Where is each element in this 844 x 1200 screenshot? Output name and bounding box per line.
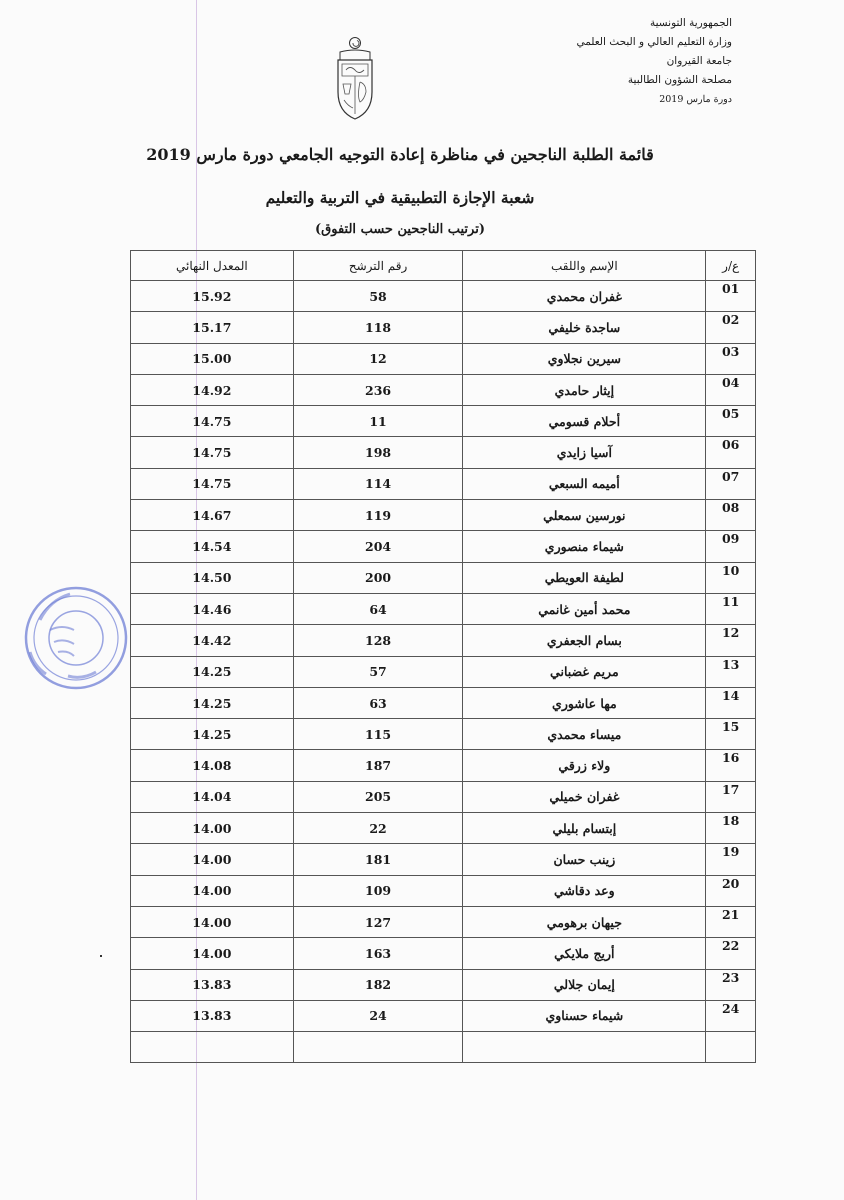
- candidate-number-cell: 127: [293, 906, 463, 937]
- name-cell: غفران خميلي: [463, 781, 706, 812]
- name-cell: ساجدة خليفي: [463, 312, 706, 343]
- candidate-number-cell: 57: [293, 656, 463, 687]
- table-row: [131, 500, 756, 531]
- name-cell: ولاء زرقي: [463, 750, 706, 781]
- rank-cell: 03: [706, 343, 756, 374]
- final-average-cell: 14.00: [131, 906, 294, 937]
- rank-cell: 06: [706, 437, 756, 468]
- final-average-cell: 14.75: [131, 406, 294, 437]
- name-cell: بسام الجعفري: [463, 625, 706, 656]
- rank-cell: 24: [706, 1000, 756, 1031]
- official-stamp-icon: [10, 580, 130, 700]
- rank-cell: 09: [706, 531, 756, 562]
- name-cell: مريم غضباني: [463, 656, 706, 687]
- table-row: [131, 969, 756, 1000]
- table-row: [131, 906, 756, 937]
- table-row: [131, 656, 756, 687]
- rank-cell: 08: [706, 500, 756, 531]
- rank-cell: 01: [706, 281, 756, 312]
- rank-cell: 19: [706, 844, 756, 875]
- candidate-number-cell: 114: [293, 468, 463, 499]
- table-row: [131, 781, 756, 812]
- final-average-cell: 15.17: [131, 312, 294, 343]
- final-average-cell: 14.25: [131, 719, 294, 750]
- empty-cell: [706, 1032, 756, 1063]
- header-number: رقم الترشح: [293, 251, 463, 281]
- final-average-cell: 14.08: [131, 750, 294, 781]
- empty-cell: [463, 1032, 706, 1063]
- table-row: [131, 719, 756, 750]
- rank-cell: 16: [706, 750, 756, 781]
- table-row: [131, 875, 756, 906]
- page-title: قائمة الطلبة الناجحين في مناظرة إعادة التوجيه الجامعي دورة مارس 2019: [146, 145, 654, 164]
- letterhead-session: دورة مارس 2019: [659, 94, 732, 105]
- final-average-cell: 14.25: [131, 656, 294, 687]
- branch-title: شعبة الإجازة التطبيقية في التربية والتعليم: [265, 188, 535, 207]
- name-cell: غفران محمدي: [463, 281, 706, 312]
- rank-cell: 20: [706, 875, 756, 906]
- final-average-cell: 14.00: [131, 938, 294, 969]
- table-row: [131, 437, 756, 468]
- empty-row: [131, 1032, 756, 1063]
- name-cell: سيرين نجلاوي: [463, 343, 706, 374]
- rank-cell: 10: [706, 562, 756, 593]
- ink-dot: [100, 955, 102, 957]
- candidate-number-cell: 163: [293, 938, 463, 969]
- final-average-cell: 14.54: [131, 531, 294, 562]
- candidate-number-cell: 24: [293, 1000, 463, 1031]
- table-row: [131, 406, 756, 437]
- table-row: [131, 844, 756, 875]
- table-row: [131, 281, 756, 312]
- name-cell: شيماء حسناوي: [463, 1000, 706, 1031]
- empty-cell: [293, 1032, 463, 1063]
- results-table: [130, 250, 756, 1063]
- letterhead: [532, 14, 732, 109]
- table-row: [131, 687, 756, 718]
- name-cell: إبتسام بليلي: [463, 813, 706, 844]
- final-average-cell: 14.00: [131, 844, 294, 875]
- final-average-cell: 14.46: [131, 593, 294, 624]
- rank-cell: 13: [706, 656, 756, 687]
- table-row: [131, 468, 756, 499]
- candidate-number-cell: 204: [293, 531, 463, 562]
- final-average-cell: 15.92: [131, 281, 294, 312]
- table-row: [131, 343, 756, 374]
- name-cell: ميساء محمدي: [463, 719, 706, 750]
- name-cell: لطيفة العويطي: [463, 562, 706, 593]
- candidate-number-cell: 187: [293, 750, 463, 781]
- rank-cell: 14: [706, 687, 756, 718]
- table-row: [131, 625, 756, 656]
- candidate-number-cell: 198: [293, 437, 463, 468]
- letterhead-ministry: وزارة التعليم العالي و البحث العلمي: [576, 36, 732, 48]
- name-cell: زينب حسان: [463, 844, 706, 875]
- name-cell: مها عاشوري: [463, 687, 706, 718]
- candidate-number-cell: 181: [293, 844, 463, 875]
- name-cell: أريج ملايكي: [463, 938, 706, 969]
- final-average-cell: 14.04: [131, 781, 294, 812]
- candidate-number-cell: 119: [293, 500, 463, 531]
- rank-cell: 04: [706, 374, 756, 405]
- header-average: المعدل النهائي: [131, 251, 294, 281]
- candidate-number-cell: 200: [293, 562, 463, 593]
- candidate-number-cell: 128: [293, 625, 463, 656]
- name-cell: أحلام قسومي: [463, 406, 706, 437]
- rank-cell: 11: [706, 593, 756, 624]
- candidate-number-cell: 12: [293, 343, 463, 374]
- name-cell: جيهان برهومي: [463, 906, 706, 937]
- table-row: [131, 1000, 756, 1031]
- candidate-number-cell: 205: [293, 781, 463, 812]
- final-average-cell: 14.00: [131, 875, 294, 906]
- rank-cell: 02: [706, 312, 756, 343]
- rank-cell: 21: [706, 906, 756, 937]
- letterhead-republic: الجمهورية التونسية: [650, 17, 732, 29]
- letterhead-university: جامعة القيروان: [666, 55, 732, 67]
- candidate-number-cell: 182: [293, 969, 463, 1000]
- table-row: [131, 562, 756, 593]
- final-average-cell: 14.67: [131, 500, 294, 531]
- final-average-cell: 14.25: [131, 687, 294, 718]
- name-cell: نورسين سمعلي: [463, 500, 706, 531]
- final-average-cell: 13.83: [131, 969, 294, 1000]
- table-row: [131, 938, 756, 969]
- final-average-cell: 15.00: [131, 343, 294, 374]
- rank-cell: 23: [706, 969, 756, 1000]
- candidate-number-cell: 109: [293, 875, 463, 906]
- rank-cell: 18: [706, 813, 756, 844]
- rank-cell: 05: [706, 406, 756, 437]
- final-average-cell: 13.83: [131, 1000, 294, 1031]
- table-row: [131, 593, 756, 624]
- candidate-number-cell: 115: [293, 719, 463, 750]
- rank-cell: 22: [706, 938, 756, 969]
- table-row: [131, 750, 756, 781]
- letterhead-service: مصلحة الشؤون الطالبية: [627, 74, 732, 86]
- final-average-cell: 14.75: [131, 468, 294, 499]
- ranking-note: (ترتيب الناجحين حسب التفوق): [315, 222, 485, 237]
- candidate-number-cell: 64: [293, 593, 463, 624]
- name-cell: إيثار حامدي: [463, 374, 706, 405]
- name-cell: محمد أمين غانمي: [463, 593, 706, 624]
- final-average-cell: 14.92: [131, 374, 294, 405]
- final-average-cell: 14.75: [131, 437, 294, 468]
- final-average-cell: 14.50: [131, 562, 294, 593]
- rank-cell: 15: [706, 719, 756, 750]
- rank-cell: 07: [706, 468, 756, 499]
- empty-cell: [131, 1032, 294, 1063]
- candidate-number-cell: 118: [293, 312, 463, 343]
- name-cell: أميمه السبعي: [463, 468, 706, 499]
- name-cell: وعد دقاشي: [463, 875, 706, 906]
- table-row: [131, 531, 756, 562]
- candidate-number-cell: 11: [293, 406, 463, 437]
- name-cell: إيمان جلالي: [463, 969, 706, 1000]
- table-header-row: [131, 251, 756, 281]
- name-cell: آسيا زايدي: [463, 437, 706, 468]
- table-row: [131, 312, 756, 343]
- header-name: الإسم واللقب: [463, 251, 706, 281]
- candidate-number-cell: 22: [293, 813, 463, 844]
- name-cell: شيماء منصوري: [463, 531, 706, 562]
- candidate-number-cell: 236: [293, 374, 463, 405]
- table-row: [131, 374, 756, 405]
- candidate-number-cell: 63: [293, 687, 463, 718]
- final-average-cell: 14.00: [131, 813, 294, 844]
- table-row: [131, 813, 756, 844]
- rank-cell: 12: [706, 625, 756, 656]
- candidate-number-cell: 58: [293, 281, 463, 312]
- header-rank: ع/ر: [706, 251, 756, 281]
- rank-cell: 17: [706, 781, 756, 812]
- final-average-cell: 14.42: [131, 625, 294, 656]
- coat-of-arms-icon: [330, 34, 380, 122]
